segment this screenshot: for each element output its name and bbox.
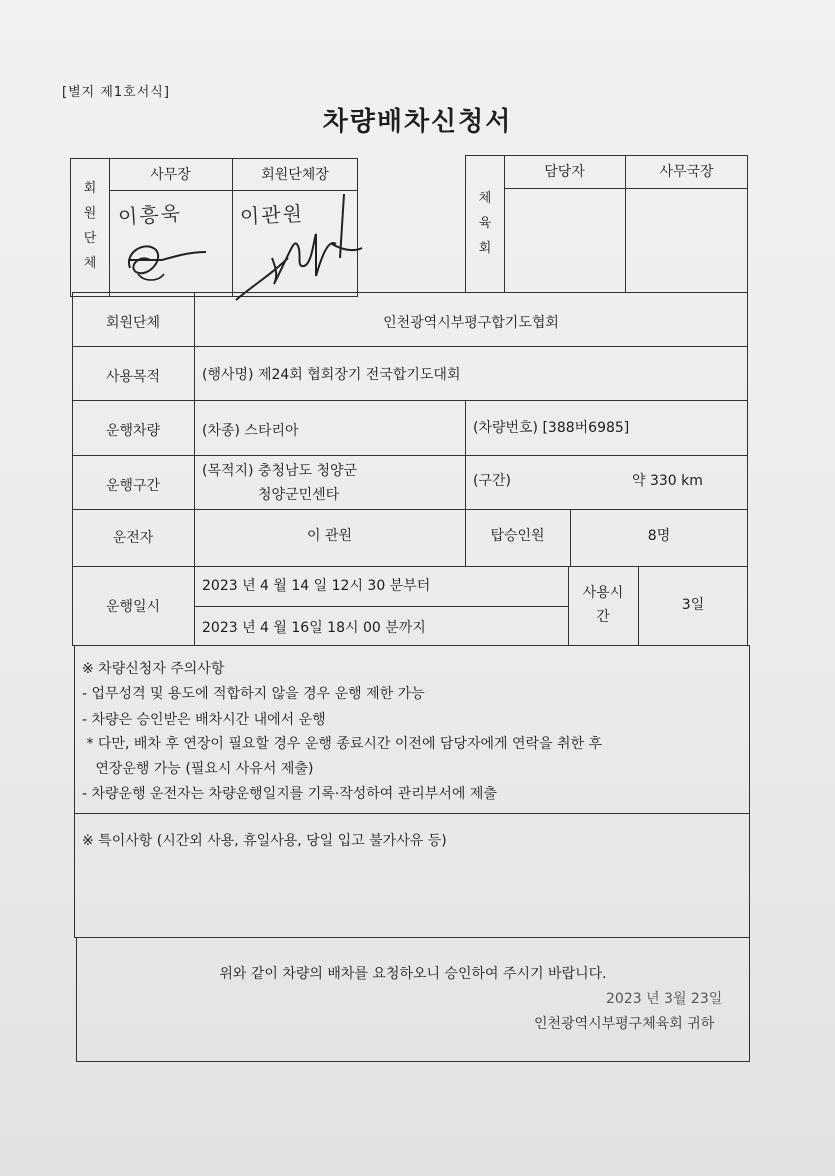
usage-time-label-line2: 간 xyxy=(596,609,610,625)
vehicle-number: (차량번호) [388버6985] xyxy=(473,420,630,436)
notes-line-2: - 차량은 승인받은 배차시간 내에서 운행 xyxy=(82,712,326,728)
request-statement: 위와 같이 차량의 배차를 요청하오니 승인하여 주시기 바랍니다. xyxy=(219,966,607,982)
passengers-label: 탑승인원 xyxy=(490,528,545,544)
route-destination-line1: (목적지) 충청남도 청양군 xyxy=(202,463,358,479)
usage-time-value: 3일 xyxy=(681,597,705,613)
purpose-label: 사용목적 xyxy=(105,369,161,385)
notes-heading: ※ 차량신청자 주의사항 xyxy=(82,661,225,677)
member-side-label-2: 원 xyxy=(83,206,97,221)
secretary-title: 사무장 xyxy=(150,167,191,183)
notes-line-5: - 차량운행 운전자는 차량운행일지를 기록·작성하여 관리부서에 제출 xyxy=(82,786,497,802)
manager-title: 담당자 xyxy=(544,164,585,180)
special-remarks-heading: ※ 특이사항 (시간외 사용, 휴일사용, 당일 입고 불가사유 등) xyxy=(82,833,447,849)
org-value: 인천광역시부평구합기도협회 xyxy=(383,315,559,331)
route-distance: 약 330 km xyxy=(632,473,703,489)
request-date: 2023 년 3월 23일 xyxy=(606,991,723,1007)
form-number-label: [별지 제1호서식] xyxy=(62,85,170,100)
secretary-signature-icon xyxy=(118,230,213,290)
secretary-general-title: 사무국장 xyxy=(659,164,714,180)
usage-time-label-line1: 사용시 xyxy=(582,585,624,601)
route-destination-line2: 청양군민센타 xyxy=(258,487,340,503)
date-from: 2023 년 4 월 14 일 12시 30 분부터 xyxy=(202,578,431,594)
date-to: 2023 년 4 월 16일 18시 00 분까지 xyxy=(202,620,426,636)
passengers-value: 8명 xyxy=(647,528,671,544)
secretary-handwritten-name: 이흥욱 xyxy=(117,200,183,230)
member-side-label-1: 회 xyxy=(83,181,97,196)
member-side-label-3: 단 xyxy=(83,231,97,246)
sports-side-label-3: 회 xyxy=(478,241,492,256)
route-label: 운행구간 xyxy=(105,478,161,494)
org-label: 회원단체 xyxy=(105,315,161,331)
chairman-title: 회원단체장 xyxy=(261,167,329,183)
notes-line-1: - 업무성격 및 용도에 적합하지 않을 경우 운행 제한 가능 xyxy=(82,686,425,702)
driver-label: 운전자 xyxy=(112,530,154,546)
document-title: 차량배차신청서 xyxy=(322,107,513,137)
purpose-value: (행사명) 제24회 협회장기 전국합기도대회 xyxy=(202,367,461,383)
request-recipient: 인천광역시부평구체육회 귀하 xyxy=(534,1016,715,1032)
driver-value: 이 관원 xyxy=(306,528,353,544)
chairman-signature-icon xyxy=(232,188,367,308)
notes-line-3: * 다만, 배차 후 연장이 필요할 경우 운행 종료시간 이전에 담당자에게 연락을 취한 후 xyxy=(82,736,603,752)
vehicle-label: 운행차량 xyxy=(105,423,161,439)
notes-line-4: 연장운행 가능 (필요시 사유서 제출) xyxy=(82,761,314,777)
member-side-label-4: 체 xyxy=(83,256,97,271)
sports-side-label-2: 육 xyxy=(478,216,492,231)
date-label: 운행일시 xyxy=(105,599,161,615)
route-section-label: (구간) xyxy=(473,473,511,489)
sports-side-label-1: 체 xyxy=(478,191,492,206)
vehicle-type: (차종) 스타리아 xyxy=(202,423,299,439)
chairman-handwritten-name: 이관원 xyxy=(239,201,305,229)
